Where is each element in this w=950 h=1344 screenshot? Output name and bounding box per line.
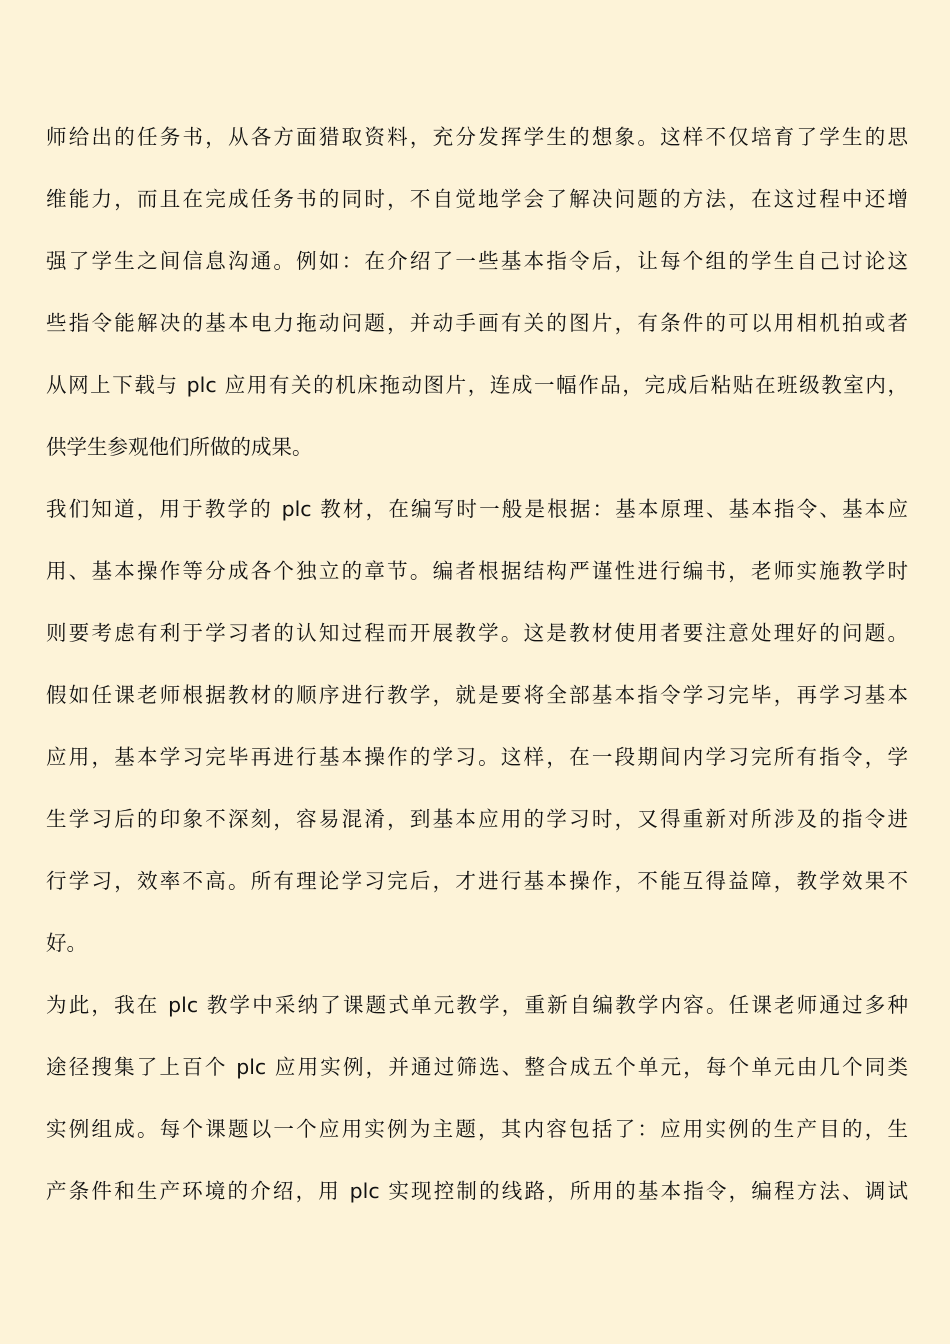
text-line: 生学习后的印象不深刻，容易混淆，到基本应用的学习时，又得重新对所涉及的指令进 bbox=[46, 807, 908, 831]
text-line: 从网上下载与 plc 应用有关的机床拖动图片，连成一幅作品，完成后粘贴在班级教室内， bbox=[46, 373, 908, 397]
text-line: 为此，我在 plc 教学中采纳了课题式单元教学，重新自编教学内容。任课老师通过多种 bbox=[46, 993, 908, 1017]
text-line: 师给出的任务书，从各方面猎取资料，充分发挥学生的想象。这样不仅培育了学生的思 bbox=[46, 125, 908, 149]
text-line: 强了学生之间信息沟通。例如：在介绍了一些基本指令后，让每个组的学生自己讨论这 bbox=[46, 249, 908, 273]
document-body bbox=[46, 106, 908, 1222]
text-line: 些指令能解决的基本电力拖动问题，并动手画有关的图片，有条件的可以用相机拍或者 bbox=[46, 311, 908, 335]
text-line: 产条件和生产环境的介绍，用 plc 实现控制的线路，所用的基本指令，编程方法、调试 bbox=[46, 1179, 908, 1203]
text-line: 假如任课老师根据教材的顺序进行教学，就是要将全部基本指令学习完毕，再学习基本 bbox=[46, 683, 908, 707]
text-line: 应用，基本学习完毕再进行基本操作的学习。这样，在一段期间内学习完所有指令，学 bbox=[46, 745, 908, 769]
text-line: 途径搜集了上百个 plc 应用实例，并通过筛选、整合成五个单元，每个单元由几个同类 bbox=[46, 1055, 908, 1079]
text-line: 维能力，而且在完成任务书的同时，不自觉地学会了解决问题的方法，在这过程中还增 bbox=[46, 187, 908, 211]
paragraph-3 bbox=[46, 974, 908, 1222]
text-line: 则要考虑有利于学习者的认知过程而开展教学。这是教材使用者要注意处理好的问题。 bbox=[46, 621, 908, 645]
text-line: 实例组成。每个课题以一个应用实例为主题，其内容包括了：应用实例的生产目的，生 bbox=[46, 1117, 908, 1141]
paragraph-1 bbox=[46, 106, 908, 478]
text-line: 供学生参观他们所做的成果。 bbox=[46, 435, 313, 459]
text-line: 好。 bbox=[46, 931, 87, 955]
text-line: 用、基本操作等分成各个独立的章节。编者根据结构严谨性进行编书，老师实施教学时 bbox=[46, 559, 908, 583]
text-line: 我们知道，用于教学的 plc 教材，在编写时一般是根据：基本原理、基本指令、基本应 bbox=[46, 497, 908, 521]
paragraph-2 bbox=[46, 478, 908, 974]
text-line: 行学习，效率不高。所有理论学习完后，才进行基本操作，不能互得益障，教学效果不 bbox=[46, 869, 908, 893]
